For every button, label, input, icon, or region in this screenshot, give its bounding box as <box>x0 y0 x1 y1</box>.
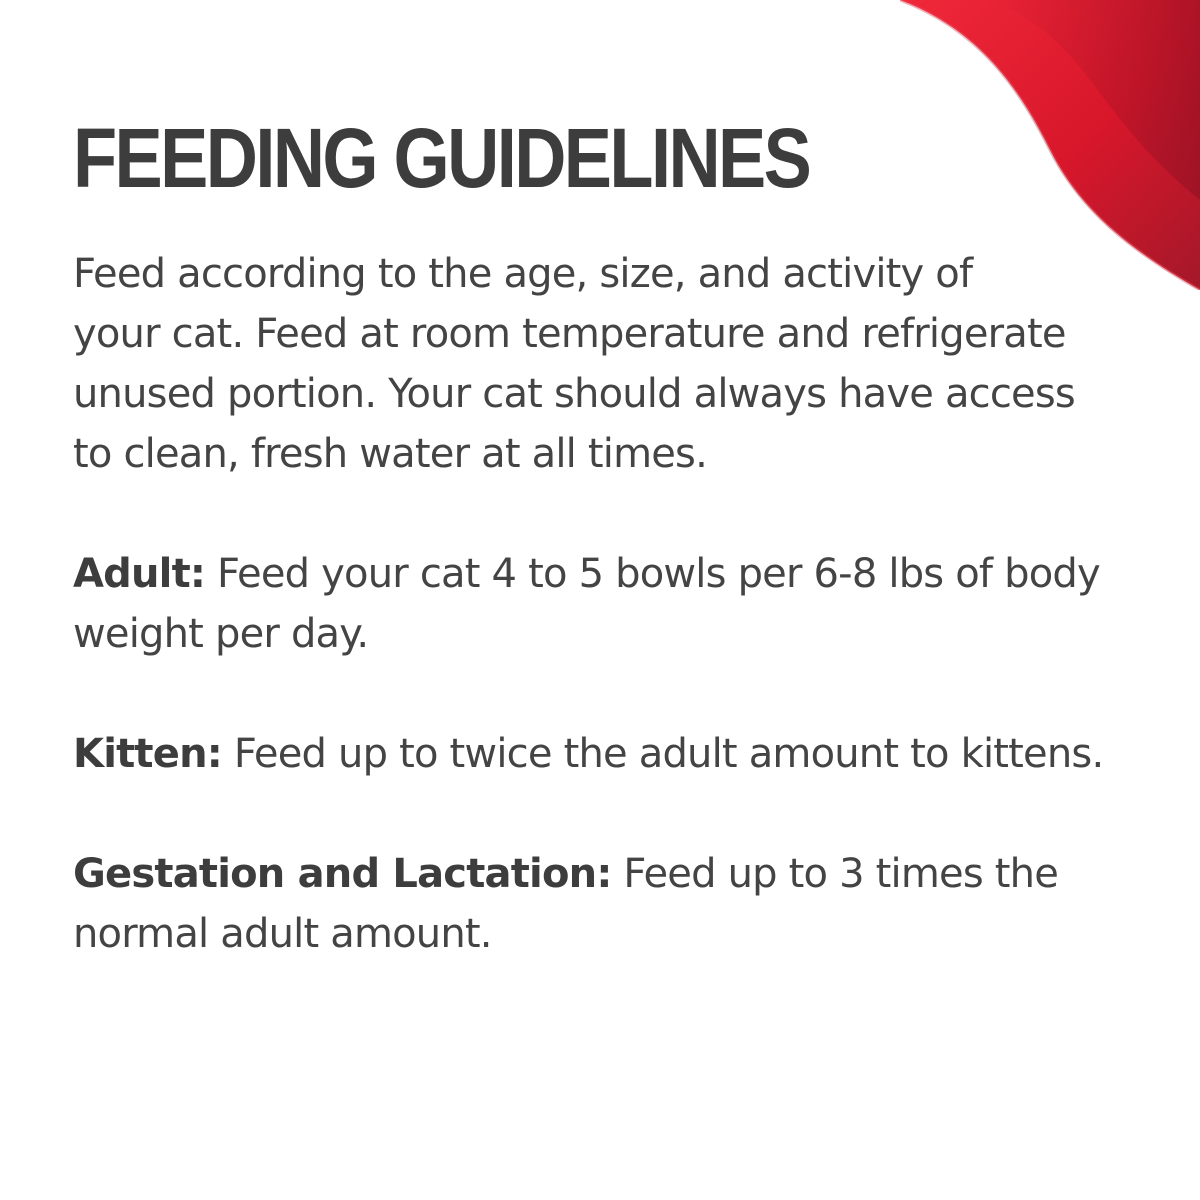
adult-text-line: Feed your cat 4 to 5 bowls per 6-8 lbs of body <box>205 551 1100 597</box>
adult-label: Adult: <box>73 551 206 597</box>
intro-line: unused portion. Your cat should always have access <box>73 371 1075 417</box>
kitten-label: Kitten: <box>73 731 222 777</box>
intro-line: your cat. Feed at room temperature and refrigerate <box>73 311 1066 357</box>
intro-line: to clean, fresh water at all times. <box>73 431 708 477</box>
intro-paragraph <box>73 244 1113 484</box>
kitten-guideline <box>73 724 1153 784</box>
adult-text-line: weight per day. <box>73 611 369 657</box>
kitten-text-line: Feed up to twice the adult amount to kittens. <box>221 731 1104 777</box>
gestation-lactation-text-line: normal adult amount. <box>73 911 492 957</box>
gestation-lactation-label: Gestation and Lactation: <box>73 851 612 897</box>
guidelines-content <box>73 108 1153 964</box>
gestation-lactation-guideline <box>73 844 1153 964</box>
page-title: FEEDING GUIDELINES <box>73 111 810 205</box>
gestation-lactation-text-line: Feed up to 3 times the <box>611 851 1059 897</box>
intro-line: Feed according to the age, size, and activity of <box>73 251 973 297</box>
adult-guideline <box>73 544 1153 664</box>
